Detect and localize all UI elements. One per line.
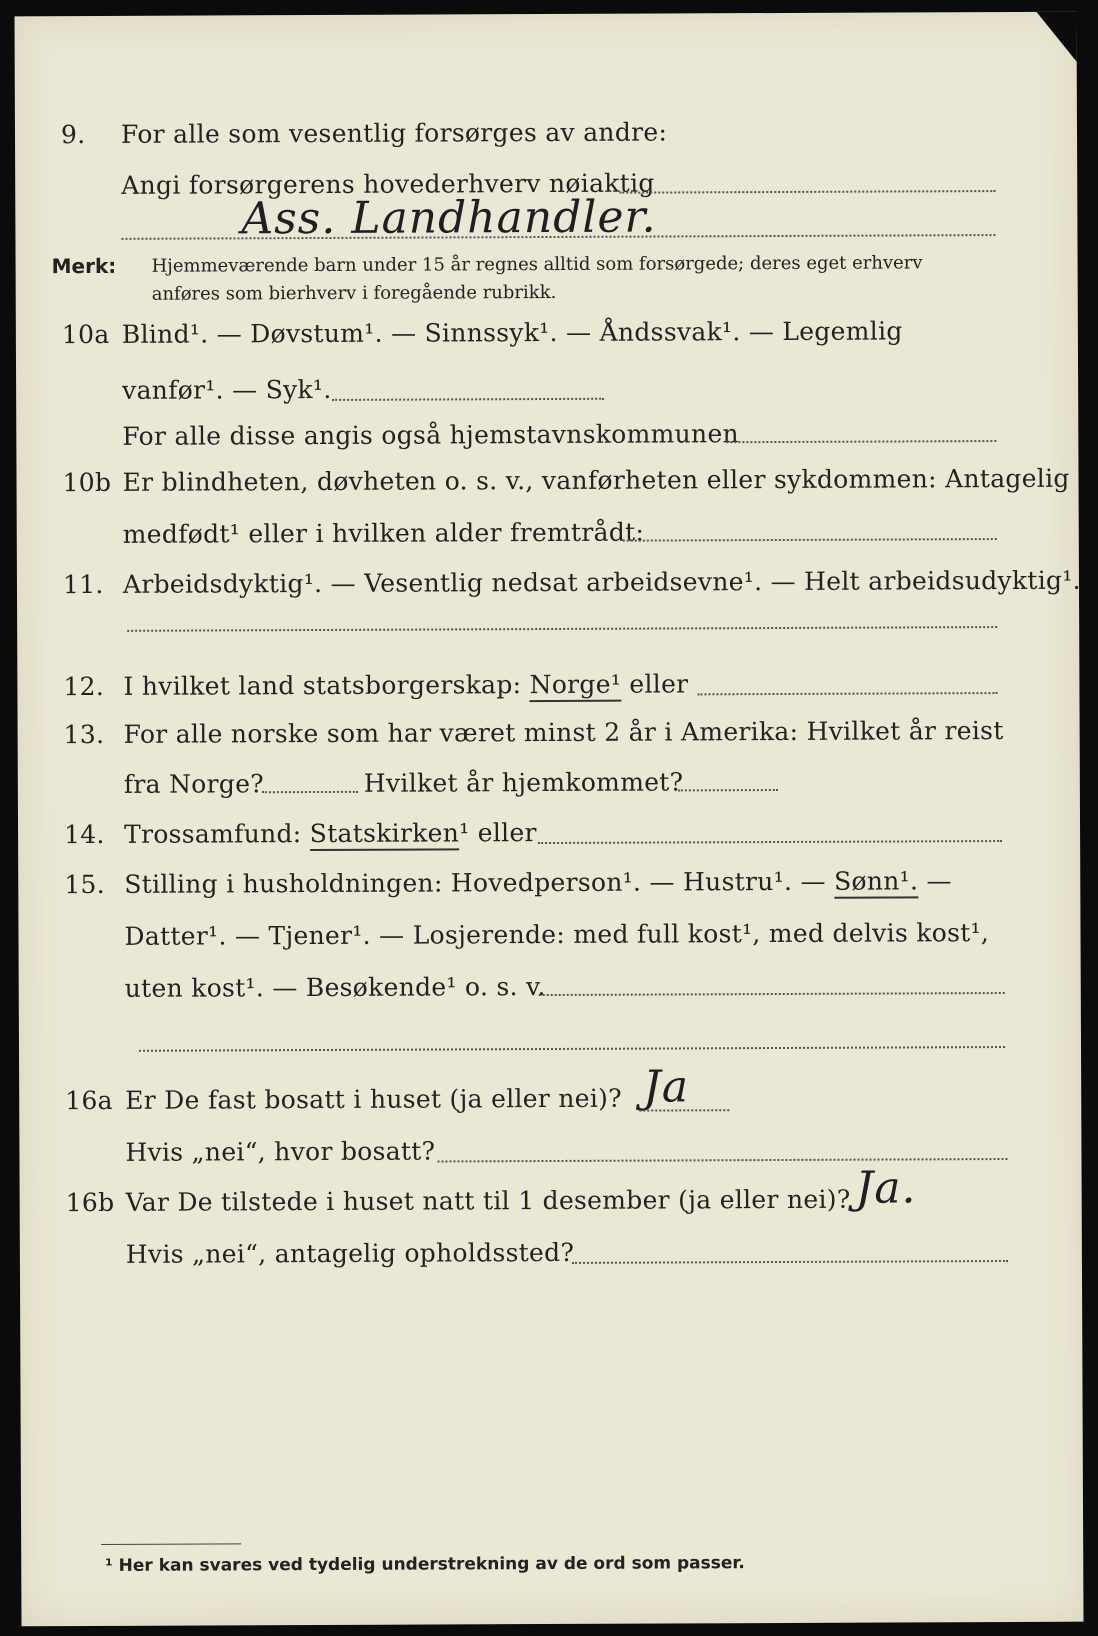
question-15-line-1 [18, 866, 1080, 900]
answer-line [127, 626, 997, 632]
question-13-line-1 [18, 716, 1080, 750]
question-9-line-2 [15, 167, 1077, 200]
underlined-answer-norge: Norge¹ [530, 670, 622, 702]
question-16b-line-1 [20, 1184, 1082, 1218]
question-number: 12. [63, 671, 105, 702]
answer-line [332, 398, 604, 401]
question-text: Datter¹. — Tjener¹. — Losjerende: med full kost¹, med delvis kost¹, [124, 918, 990, 951]
question-text-reist: fra Norge? [123, 769, 265, 799]
question-number: 11. [62, 569, 104, 600]
question-10b-line-2 [17, 516, 1079, 549]
answer-line [262, 791, 358, 793]
footnote-mark: ¹ [105, 1555, 113, 1576]
answer-line [572, 1260, 1008, 1264]
underlined-answer-statskirken: Statskirken [310, 818, 460, 851]
footnote-text: Her kan svares ved tydelig understrekning av de ord som passer. [118, 1553, 745, 1576]
answer-line [437, 1158, 1007, 1162]
handwritten-answer-ja: Ja. [855, 1162, 917, 1214]
question-text: Er De fast bosatt i huset (ja eller nei)? [125, 1083, 622, 1115]
note-text-line-1: Hjemmeværende barn under 15 år regnes alltid som forsørgede; deres eget erhverv [151, 252, 923, 277]
question-text: Hvis „nei“, antagelig opholdssted? [125, 1237, 575, 1269]
question-text: Angi forsørgerens hovederhverv nøiaktig [121, 168, 655, 200]
answer-line [139, 1046, 1005, 1052]
question-10a-line-2 [16, 372, 1078, 405]
question-16a-line-1 [19, 1082, 1081, 1116]
question-text-suffix: ¹ eller [459, 818, 537, 848]
question-text-suffix: — [926, 866, 952, 896]
handwritten-answer-occupation: Ass. Landhandler. [241, 191, 657, 245]
question-text: For alle som vesentlig forsørges av andre: [120, 117, 668, 149]
question-12 [17, 668, 1079, 702]
question-13-line-2 [18, 766, 1080, 799]
answer-line [619, 190, 995, 194]
question-10b-line-1 [16, 463, 1078, 498]
question-text-group [124, 866, 952, 899]
census-form-page [14, 12, 1083, 1627]
question-16a-line-2 [19, 1134, 1081, 1167]
question-text: Stilling i husholdningen: Hovedperson¹. — Hustru¹. — [124, 866, 826, 899]
question-text-group [124, 818, 537, 849]
answer-line [623, 538, 997, 542]
question-15-line-3 [19, 970, 1081, 1003]
question-text: For alle norske som har været minst 2 år i Amerika: Hvilket år reist [123, 716, 1004, 749]
answer-line [678, 789, 778, 791]
handwritten-answer-ja: Ja [643, 1061, 690, 1113]
question-10a-line-1 [16, 316, 1078, 350]
question-16b-line-2 [20, 1236, 1082, 1269]
answer-line [538, 840, 1002, 844]
question-number: 10b [62, 467, 112, 498]
question-15-line-2 [18, 918, 1080, 951]
question-text: Arbeidsdyktig¹. — Vesentlig nedsat arbeidsevne¹. — Helt arbeidsudyktig¹. [122, 565, 1081, 599]
question-14 [18, 816, 1080, 850]
question-text: medfødt¹ eller i hvilken alder fremtrådt: [122, 517, 645, 549]
answer-line [539, 992, 1005, 996]
footnote-rule [101, 1543, 241, 1545]
folded-corner [1036, 12, 1076, 62]
question-9-line-1 [15, 116, 1077, 150]
question-number: 16b [65, 1187, 115, 1218]
question-number: 16a [65, 1085, 113, 1116]
question-text: For alle disse angis også hjemstavnskommunen [122, 419, 739, 451]
footnote [105, 1553, 745, 1576]
question-text: Blind¹. — Døvstum¹. — Sinnssyk¹. — Åndssvak¹. — Legemlig [121, 316, 903, 349]
answer-line [639, 1109, 729, 1111]
question-text: Hvis „nei“, hvor bosatt? [125, 1136, 436, 1167]
question-text: uten kost¹. — Besøkende¹ o. s. v. [124, 972, 546, 1003]
question-text: I hvilket land statsborgerskap: [123, 670, 522, 701]
question-text: Er blindheten, døvheten o. s. v., vanførheten eller sykdommen: Antagelig [122, 463, 1070, 497]
question-number: 14. [64, 819, 105, 850]
note-label: Merk: [51, 253, 117, 279]
question-text-suffix: eller [629, 669, 689, 699]
question-number: 13. [63, 719, 105, 750]
question-number: 10a [61, 319, 110, 350]
question-number: 9. [60, 120, 86, 150]
question-text-hjemkommet: Hvilket år hjemkommet? [363, 767, 684, 798]
question-11-line-1 [17, 565, 1081, 600]
answer-line [726, 440, 996, 443]
question-text: vanfør¹. — Syk¹. [122, 374, 332, 405]
question-10a-line-3 [16, 418, 1078, 451]
question-text: Var De tilstede i huset natt til 1 desember (ja eller nei)? [125, 1184, 851, 1217]
answer-line [697, 692, 997, 695]
question-number: 15. [64, 869, 106, 900]
question-text-group [123, 669, 688, 700]
question-text: Trossamfund: [123, 819, 302, 849]
underlined-answer-sonn: Sønn¹. [834, 866, 918, 898]
note-text-line-2: anføres som bierhverv i foregående rubrikk. [151, 281, 557, 305]
